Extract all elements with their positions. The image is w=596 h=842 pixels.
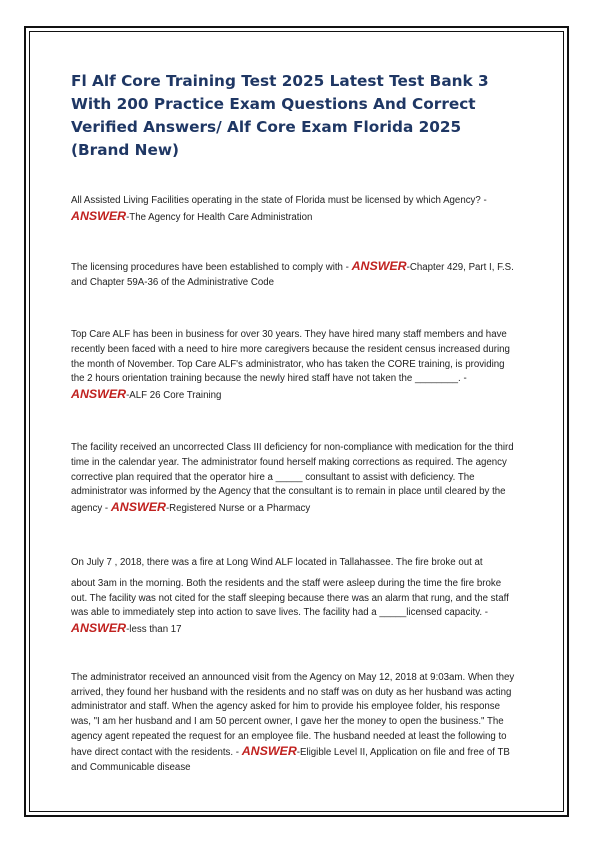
answer-text: -ALF 26 Core Training bbox=[126, 389, 222, 401]
question-block-6 bbox=[71, 671, 519, 775]
answer-text: -Eligible Level II, Application on file and free of TB and Communicable disease bbox=[71, 747, 510, 773]
question-block-4 bbox=[71, 441, 519, 516]
question-lead-text: On July 7 , 2018, there was a fire at Long Wind ALF located in Tallahassee. The fire broke out at bbox=[71, 557, 483, 569]
answer-text: -Chapter 429, Part I, F.S. and Chapter 59A-36 of the Administrative Code bbox=[71, 262, 514, 288]
question-text: The facility received an uncorrected Class III deficiency for non-compliance with medication for the third time in the calendar year. The administrator found herself making corrections as required. The agency corrective plan required that the operator hire a _____ consultant to assist with deficiency. The administrator was informed by the Agency that the consultant is to remain in place until cleared by the agency - bbox=[71, 442, 514, 514]
question-text: Top Care ALF has been in business for over 30 years. They have hired many staff members and have recently been faced with a need to hire more caregivers because the resident census increased during the month of November. Top Care ALF's administrator, who has taken the CORE training, is providing the 2 hours orientation training because the newly hired staff have not taken the ________. - bbox=[71, 329, 510, 385]
answer-tag: ANSWER bbox=[71, 208, 127, 223]
question-text: All Assisted Living Facilities operating in the state of Florida must be licensed by which Agency? - bbox=[71, 195, 487, 206]
question-text: The licensing procedures have been established to comply with - bbox=[71, 262, 352, 274]
answer-text: -The Agency for Health Care Administration bbox=[126, 211, 313, 223]
document-title: Fl Alf Core Training Test 2025 Latest Test Bank 3 With 200 Practice Exam Questions And Correct Verified Answers/ Alf Core Exam Florida 2025 (Brand New) bbox=[71, 72, 489, 159]
question-block-2 bbox=[71, 259, 519, 290]
answer-tag: ANSWER bbox=[71, 386, 127, 401]
question-block-5 bbox=[71, 556, 519, 637]
question-block-1 bbox=[71, 194, 519, 225]
answer-text: -Registered Nurse or a Pharmacy bbox=[165, 502, 311, 514]
answer-tag: ANSWER bbox=[351, 259, 407, 274]
answer-tag: ANSWER bbox=[71, 620, 127, 635]
question-block-3 bbox=[71, 328, 519, 403]
answer-tag: ANSWER bbox=[241, 744, 297, 759]
answer-text: -less than 17 bbox=[126, 623, 182, 635]
question-text: The administrator received an announced visit from the Agency on May 12, 2018 at 9:03am. When they arrived, they found her husband with the residents and no staff was on duty as her husband was acting administrator and staff. When the agency asked for him to provide his employee folder, his response was, "I am her husband and I am 50 percent owner, I gave her the money to open the business." The agency agent repeated the request for an employee file. The husband needed at least the following to have direct contact with the residents. - bbox=[71, 672, 515, 759]
answer-tag: ANSWER bbox=[110, 499, 166, 514]
document-body bbox=[71, 70, 519, 821]
question-text: about 3am in the morning. Both the residents and the staff were asleep during the time the fire broke out. The facility was not cited for the staff sleeping because there was an alarm that rung, and the staff was able to immediately step into action to save lives. The facility had a _____licensed capacity. - bbox=[71, 577, 509, 619]
